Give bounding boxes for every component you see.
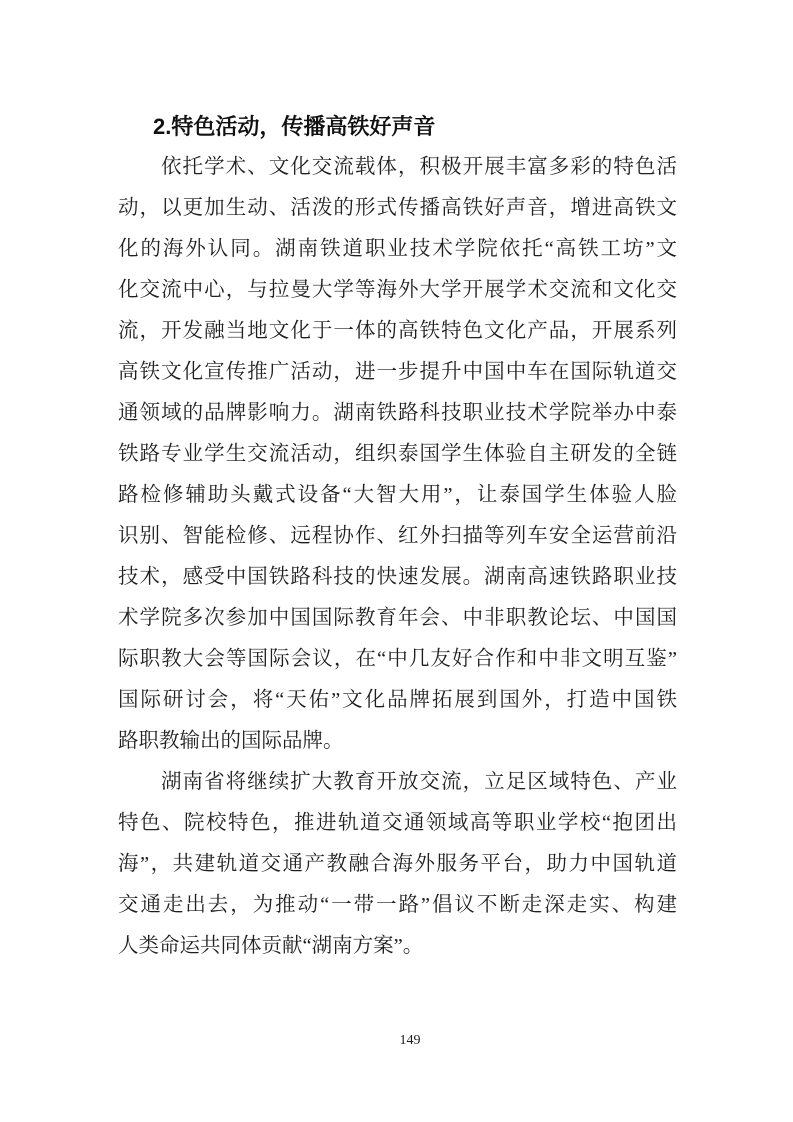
page-number: 149	[399, 1033, 421, 1048]
text-line: 铁路专业学生交流活动，组织泰国学生体验自主研发的全链	[118, 443, 677, 465]
text-line: 动，以更加生动、活泼的形式传播高铁好声音，增进高铁文	[118, 197, 677, 219]
text-line: 术学院多次参加中国国际教育年会、中非职教论坛、中国国	[118, 607, 677, 629]
text-line: 技术，感受中国铁路科技的快速发展。湖南高速铁路职业技	[118, 566, 677, 588]
text-line: 高铁文化宣传推广活动，进一步提升中国中车在国际轨道交	[118, 361, 677, 383]
text-line: 路检修辅助头戴式设备“大智大用”，让泰国学生体验人脸	[118, 484, 677, 506]
body-text	[118, 147, 677, 967]
text-line: 交通走出去，为推动“一带一路”倡议不断走深走实、构建	[118, 894, 677, 916]
text-line: 国际研讨会，将“天佑”文化品牌拓展到国外，打造中国铁	[118, 689, 677, 711]
text-line: 依托学术、文化交流载体，积极开展丰富多彩的特色活	[161, 156, 677, 178]
text-line: 湖南省将继续扩大教育开放交流，立足区域特色、产业	[161, 771, 677, 793]
text-line: 海”，共建轨道交通产教融合海外服务平台，助力中国轨道	[118, 853, 677, 875]
text-block	[118, 106, 677, 967]
text-line: 通领域的品牌影响力。湖南铁路科技职业技术学院举办中泰	[118, 402, 677, 424]
text-line: 化交流中心，与拉曼大学等海外大学开展学术交流和文化交	[118, 279, 677, 301]
text-line: 流，开发融当地文化于一体的高铁特色文化产品，开展系列	[118, 320, 677, 342]
text-line: 路职教输出的国际品牌。	[118, 730, 344, 752]
text-line: 特色、院校特色，推进轨道交通领域高等职业学校“抱团出	[118, 812, 677, 834]
text-line: 人类命运共同体贡献“湖南方案”。	[118, 935, 424, 957]
text-line: 识别、智能检修、远程协作、红外扫描等列车安全运营前沿	[118, 525, 677, 547]
text-line: 化的海外认同。湖南铁道职业技术学院依托“高铁工坊”文	[118, 238, 677, 260]
section-heading: 2.特色活动，传播高铁好声音	[153, 114, 436, 139]
text-line: 际职教大会等国际会议，在“中几友好合作和中非文明互鉴”	[118, 648, 677, 670]
